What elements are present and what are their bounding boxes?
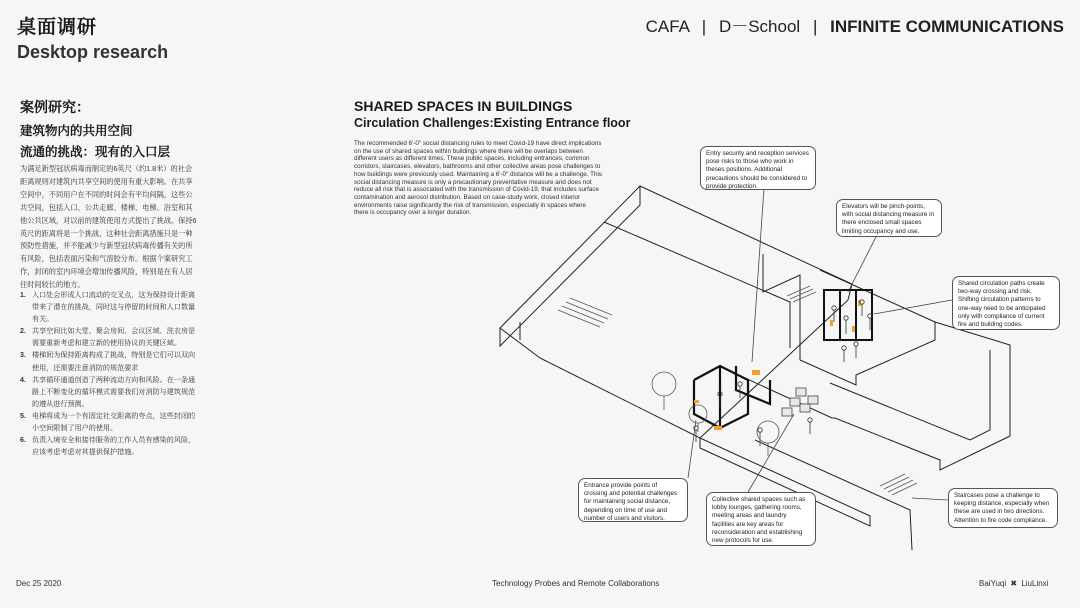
list-item-text: 电梯将成为一个有固定社交距离的夸点，这些封闭的小空间限制了用户的使用。 bbox=[32, 411, 196, 433]
callout-elevators: Elevators will be pinch-points, with social distancing measure in there enclosed small spaces limiting occupancy and use. bbox=[836, 199, 942, 237]
list-item-number: 6. bbox=[20, 436, 26, 445]
section-subtitle: Circulation Challenges:Existing Entrance floor bbox=[354, 116, 631, 130]
case-study-challenge-heading: 流通的挑战：现有的入口层 bbox=[20, 145, 171, 159]
case-study-body: 为满足新型冠状病毒而制定的6英尺（约1.8米）的社会距离规则对建筑内共享空间的使用有重大影响。在共享空间中，不同用户在不同的时间会有平均间隔，这些公共空间，包括入口、公共走廊、楼梯、电梯、浴室和其他公共区域，对以前的建筑使用方式提出了挑战。保持6英尺的距离将是一个挑战，这种社会距离措施只是一种预防性措施，并不能减少与新型冠状病毒传播有关的所有风险，包括表面污染和气溶胶分布。根据个案研究工作，封闭的室内环境会增加传播风险，特别是在有人居住时间较长的地方。 bbox=[20, 164, 197, 290]
list-item-number: 1. bbox=[20, 291, 26, 299]
page-title-en: Desktop research bbox=[17, 42, 169, 62]
page-title-zh: 桌面调研 bbox=[17, 17, 98, 38]
lounge-furniture bbox=[782, 388, 818, 416]
section-body: The recommended 6'-0" social distancing rules to meet Covid-19 have direct implications on the use of shared spaces within buildings where there will be overlaps between different users as different times. These public spaces, including entrances, common corridors, staircases, elevators, bathrooms and other collective areas pose challenges to how buildings were previously used. Maintaining a 6'-0" distance will be a challenge. This social distancing measure is only a precautionary preventative measure and does not reduce all risk that is associated with the transmission of Covid-19, that includes surface contamination and aerosol distribution. Based on case-study work, closed interior environments raise significantly the risk of transmission, especially in spaces where there is occupancy over a longer duration. bbox=[354, 140, 602, 217]
inner-corridor bbox=[830, 350, 990, 440]
list-item-number: 5. bbox=[20, 411, 26, 420]
brand-cafa: CAFA bbox=[645, 17, 690, 36]
left-wall bbox=[500, 186, 640, 346]
callout-entrance: Entrance provide points of crossing and potential challenges for maintaining social distance, depending on time of use and number of users and visitors. bbox=[578, 478, 688, 522]
footer-date: Dec 25 2020 bbox=[16, 579, 62, 588]
callout-collective-spaces: Collective shared spaces such as lobby lounges, gathering rooms, meeting areas and laundry facilities are key areas for reconsideration and establishing new protocols for use. bbox=[706, 492, 816, 546]
footer-authors bbox=[979, 579, 1048, 588]
corridor-wall bbox=[604, 222, 790, 348]
callout-staircases: Staircases pose a challenge to keeping distance, especially when these are used in two directions. Attention to fire code compliance. bbox=[948, 488, 1058, 528]
list-item-text: 共享空间比如大堂、聚会房间、会议区域、洗衣房是需要重新考虑和建立新的使用协议的关键区域。 bbox=[32, 327, 196, 348]
brand-separator: | bbox=[812, 17, 818, 36]
list-item-number: 3. bbox=[20, 351, 26, 360]
section-title: SHARED SPACES IN BUILDINGS bbox=[354, 98, 573, 114]
list-item-number: 2. bbox=[20, 327, 26, 336]
cross-icon: ✖ bbox=[1010, 579, 1018, 588]
brand-separator: | bbox=[701, 17, 707, 36]
list-item-text: 楼梯间为保持距离构成了挑战，特别是它们可以双向使用，还需要注意消防的规范要求 bbox=[32, 351, 196, 372]
list-item-text: 负责入境安全和接待服务的工作人员有感染的风险，应该考虑考虑对其提供保护措施。 bbox=[32, 436, 196, 457]
callout-entry-security: Entry security and reception services pose risks to those who work in theses positions. Additional precautions should be considered to provide protection. bbox=[700, 146, 816, 190]
brand-dschool: D－School bbox=[718, 17, 801, 36]
brand-infinite-communications: INFINITE COMMUNICATIONS bbox=[830, 17, 1064, 36]
case-study-heading: 案例研究： bbox=[20, 99, 90, 115]
author-2: LiuLinxi bbox=[1021, 579, 1049, 588]
footer-project: Technology Probes and Remote Collaborations bbox=[492, 579, 660, 588]
callout-circulation-paths: Shared circulation paths create two-way crossing and risk. Shifting circulation patterns to one-way need to be anticipated only with compliance of current fire and building codes. bbox=[952, 276, 1060, 330]
author-1: BaiYuqi bbox=[979, 579, 1007, 588]
case-study-subheading: 建筑物内的共用空间 bbox=[20, 124, 133, 138]
elevator-lobby-wall bbox=[800, 270, 935, 385]
list-item-text: 共享循环通道创造了两种流动方向和风险。在一条通路上不断变化的循环模式需要我们对消防与建筑规范的遵从进行预测。 bbox=[32, 375, 196, 408]
list-item-number: 4. bbox=[20, 375, 26, 384]
list-item-text: 入口处会形成人口流动的交叉点，这为保持设计距离带来了潜在的挑战，同时这与停留的时间和人口数量有关。 bbox=[32, 291, 196, 324]
stair-core bbox=[763, 254, 800, 360]
